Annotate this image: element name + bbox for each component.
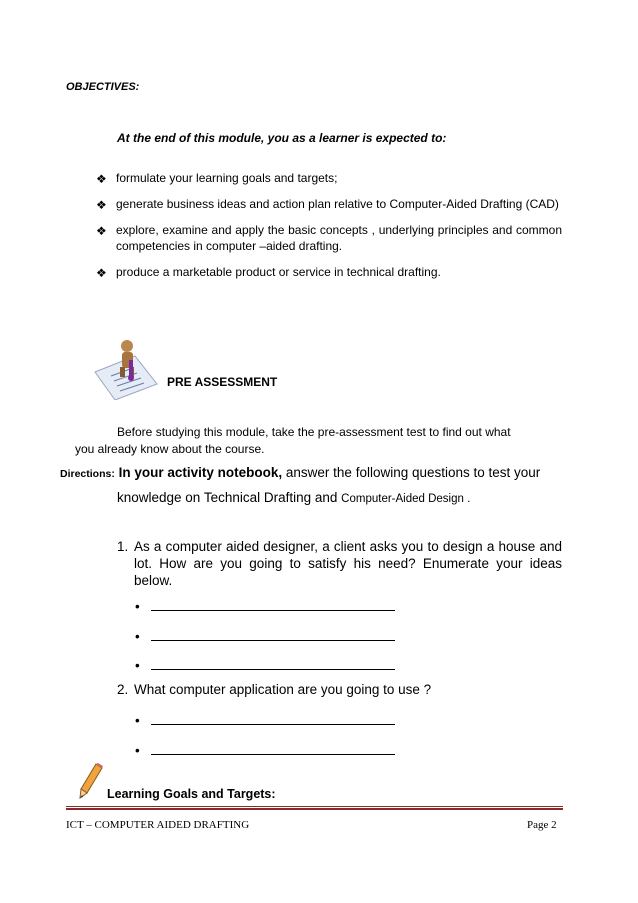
directions-line2: knowledge on Technical Drafting and Computer-Aided Design . — [117, 490, 471, 505]
directions-bold: In your activity notebook, — [118, 465, 283, 480]
list-item: ❖ explore, examine and apply the basic concepts , underlying principles and common competencies in computer –aided drafting. — [96, 223, 562, 253]
page-number: Page 2 — [527, 819, 557, 831]
diamond-bullet-icon: ❖ — [96, 224, 107, 238]
directions-line — [60, 465, 540, 480]
list-item: ❖ produce a marketable product or service in technical drafting. — [96, 265, 441, 280]
diamond-bullet-icon: ❖ — [96, 266, 107, 280]
answer-blank[interactable]: • — [135, 596, 395, 614]
pre-assessment-clipboard-icon — [89, 338, 161, 400]
directions-text: answer the following questions to test your — [285, 465, 541, 480]
answer-blank[interactable]: • — [135, 710, 395, 728]
diamond-bullet-icon: ❖ — [96, 172, 107, 186]
pre-assessment-paragraph-line2: you already know about the course. — [75, 442, 265, 456]
diamond-bullet-icon: ❖ — [96, 198, 107, 212]
list-item: ❖ formulate your learning goals and targets; — [96, 171, 338, 186]
pre-assessment-heading: PRE ASSESSMENT — [167, 375, 278, 389]
pencil-icon — [78, 763, 104, 799]
question-2: 2. What computer application are you going to use ? — [117, 682, 432, 697]
objectives-heading: OBJECTIVES: — [66, 81, 140, 93]
footer-left: ICT – COMPUTER AIDED DRAFTING — [66, 819, 250, 831]
footer-rule — [66, 806, 563, 807]
pre-assessment-paragraph-line1: Before studying this module, take the pre-assessment test to find out what — [117, 425, 511, 439]
directions-label: Directions: — [60, 468, 115, 480]
answer-blank[interactable]: • — [135, 655, 395, 673]
answer-blank[interactable]: • — [135, 626, 395, 644]
question-1: 1. As a computer aided designer, a client asks you to design a house and lot. How are you going to satisfy his need? Enumerate your ideas below. — [117, 539, 562, 588]
list-item: ❖ generate business ideas and action plan relative to Computer-Aided Drafting (CAD) — [96, 197, 559, 212]
footer-rule — [66, 808, 563, 810]
objectives-intro: At the end of this module, you as a learner is expected to: — [117, 131, 447, 145]
learning-goals-heading: Learning Goals and Targets: — [107, 787, 276, 801]
answer-blank[interactable]: • — [135, 740, 395, 758]
objectives-list — [96, 170, 562, 290]
